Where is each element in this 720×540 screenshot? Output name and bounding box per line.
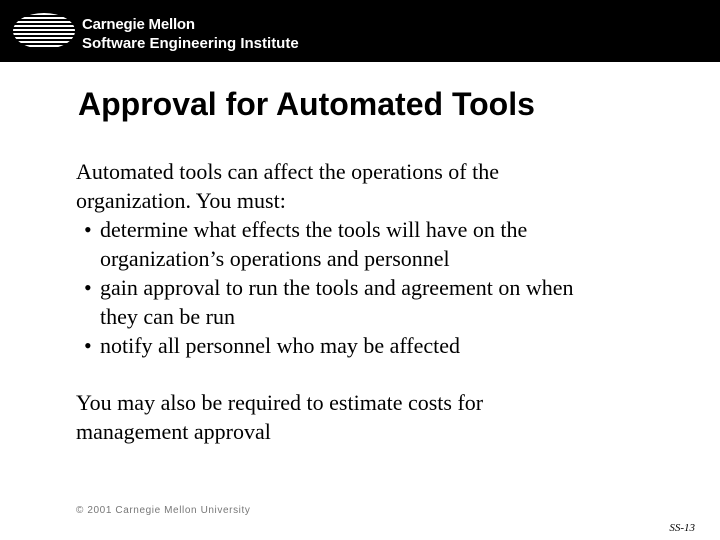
slide-body [76, 157, 676, 360]
slide-title: Approval for Automated Tools [78, 86, 535, 122]
org-name: Carnegie Mellon [82, 16, 195, 33]
bullet-icon: • [84, 217, 92, 242]
intro-line-1: Automated tools can affect the operations of the [76, 159, 499, 184]
bullet-line-1: notify all personnel who may be affected [100, 333, 461, 358]
cmu-sei-logo-icon [12, 12, 76, 50]
bullet-line-2: they can be run [100, 304, 235, 329]
institute-name: Software Engineering Institute [82, 35, 299, 52]
bullet-list [76, 215, 676, 360]
bullet-item [76, 273, 676, 331]
intro-line-2: organization. You must: [76, 188, 286, 213]
bullet-line-2: organization’s operations and personnel [100, 246, 450, 271]
header-bar [0, 0, 720, 62]
intro-text [76, 157, 676, 215]
bullet-line-1: determine what effects the tools will have on the [100, 217, 528, 242]
bullet-icon: • [84, 275, 92, 300]
bullet-item [76, 331, 676, 360]
closing-line-2: management approval [76, 419, 271, 444]
slide-number: SS-13 [669, 522, 695, 534]
bullet-icon: • [84, 333, 92, 358]
bullet-item [76, 215, 676, 273]
bullet-line-1: gain approval to run the tools and agreement on when [100, 275, 574, 300]
closing-paragraph [76, 388, 676, 446]
closing-line-1: You may also be required to estimate costs for [76, 390, 484, 415]
copyright-notice: © 2001 Carnegie Mellon University [76, 505, 251, 516]
